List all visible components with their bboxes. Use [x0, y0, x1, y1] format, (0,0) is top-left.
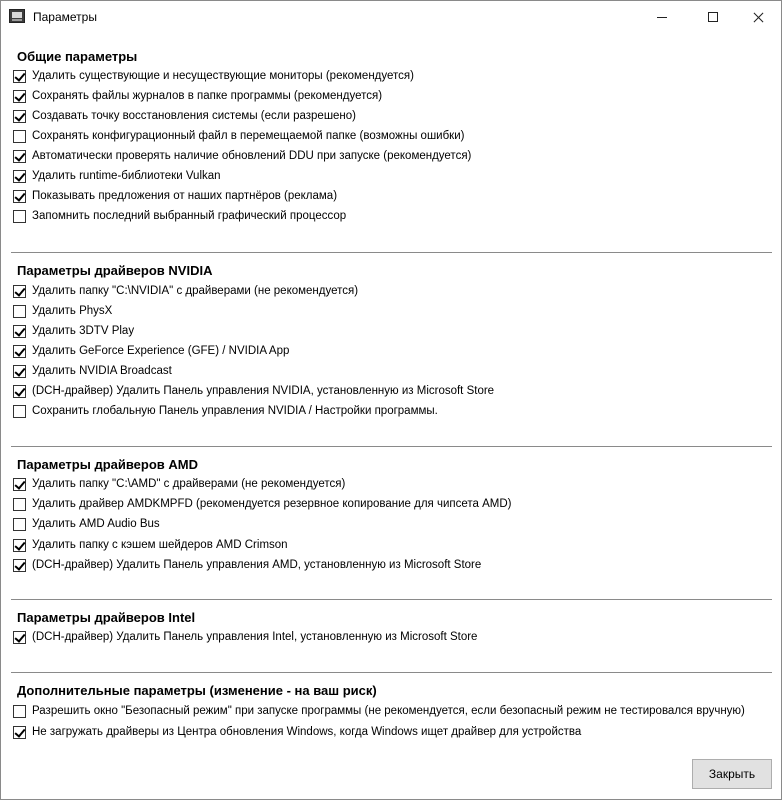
- option-label: Не загружать драйверы из Центра обновления Windows, когда Windows ищет драйвер для устройства: [32, 725, 582, 738]
- option-label: Удалить папку с кэшем шейдеров AMD Crimson: [32, 538, 288, 551]
- checkbox[interactable]: [13, 559, 26, 572]
- option-label: Показывать предложения от наших партнёров (реклама): [32, 190, 338, 202]
- option-label: Удалить NVIDIA Broadcast: [32, 365, 172, 377]
- checkbox[interactable]: [13, 190, 26, 203]
- checkbox[interactable]: [13, 498, 26, 511]
- option-label: Сохранять файлы журналов в папке программы (рекомендуется): [32, 90, 383, 102]
- checkbox[interactable]: [13, 90, 26, 103]
- window-title: Параметры: [33, 10, 97, 24]
- checkbox[interactable]: [13, 385, 26, 398]
- option-label: Удалить runtime-библиотеки Vulkan: [32, 170, 221, 182]
- close-button[interactable]: Закрыть: [692, 759, 772, 789]
- checkbox[interactable]: [13, 345, 26, 358]
- section-title-intel: Параметры драйверов Intel: [17, 610, 196, 625]
- checkbox[interactable]: [13, 170, 26, 183]
- option-label: Удалить существующие и несуществующие мониторы (рекомендуется): [32, 70, 414, 82]
- checkbox[interactable]: [13, 365, 26, 378]
- checkbox[interactable]: [13, 305, 26, 318]
- section-title-advanced: Дополнительные параметры (изменение - на ваш риск): [17, 683, 377, 698]
- option-label: Запомнить последний выбранный графический процессор: [32, 210, 347, 222]
- checkbox[interactable]: [13, 325, 26, 338]
- checkbox[interactable]: [13, 70, 26, 83]
- option-label: Удалить драйвер AMDKMPFD (рекомендуется резервное копирование для чипсета AMD): [32, 498, 512, 511]
- option-label: Удалить папку "C:\NVIDIA" с драйверами (не рекомендуется): [32, 285, 359, 297]
- checkbox[interactable]: [13, 518, 26, 531]
- checkbox[interactable]: [13, 110, 26, 123]
- option-label: Сохранять конфигурационный файл в перемещаемой папке (возможны ошибки): [32, 130, 465, 142]
- checkbox[interactable]: [13, 405, 26, 418]
- option-label: Удалить AMD Audio Bus: [32, 518, 160, 531]
- checkbox[interactable]: [13, 631, 26, 644]
- maximize-icon: [708, 12, 718, 22]
- minimize-icon: [657, 17, 667, 18]
- checkbox[interactable]: [13, 539, 26, 552]
- checkbox[interactable]: [13, 285, 26, 298]
- option-label: Удалить PhysX: [32, 305, 113, 317]
- option-label: Автоматически проверять наличие обновлений DDU при запуске (рекомендуется): [32, 150, 472, 162]
- divider: [11, 672, 772, 673]
- divider: [11, 446, 772, 447]
- checkbox[interactable]: [13, 130, 26, 143]
- option-label: Удалить папку "C:\AMD" с драйверами (не рекомендуется): [32, 478, 346, 490]
- section-title-amd: Параметры драйверов AMD: [17, 457, 198, 472]
- option-label: Сохранить глобальную Панель управления NVIDIA / Настройки программы.: [32, 405, 438, 417]
- option-label: Удалить 3DTV Play: [32, 325, 135, 337]
- ddu-app-icon: [9, 9, 25, 23]
- option-label: Создавать точку восстановления системы (если разрешено): [32, 110, 357, 122]
- minimize-button[interactable]: [639, 1, 685, 33]
- checkbox[interactable]: [13, 705, 26, 718]
- checkbox[interactable]: [13, 478, 26, 491]
- option-label: (DCH-драйвер) Удалить Панель управления Intel, установленную из Microsoft Store: [32, 631, 478, 643]
- option-label: Разрешить окно "Безопасный режим" при запуске программы (не рекомендуется, если безопасный режим не тестировался вручную): [32, 705, 745, 717]
- option-label: Удалить GeForce Experience (GFE) / NVIDIA App: [32, 345, 290, 357]
- section-title-nvidia: Параметры драйверов NVIDIA: [17, 263, 213, 278]
- title-bar[interactable]: [1, 1, 781, 33]
- divider: [11, 252, 772, 253]
- window-close-button[interactable]: [735, 1, 781, 33]
- option-label: (DCH-драйвер) Удалить Панель управления NVIDIA, установленную из Microsoft Store: [32, 385, 495, 397]
- divider: [11, 599, 772, 600]
- checkbox[interactable]: [13, 150, 26, 163]
- maximize-button[interactable]: [689, 1, 735, 33]
- checkbox[interactable]: [13, 210, 26, 223]
- option-label: (DCH-драйвер) Удалить Панель управления AMD, установленную из Microsoft Store: [32, 558, 482, 571]
- checkbox[interactable]: [13, 726, 26, 739]
- section-title-general: Общие параметры: [17, 49, 138, 64]
